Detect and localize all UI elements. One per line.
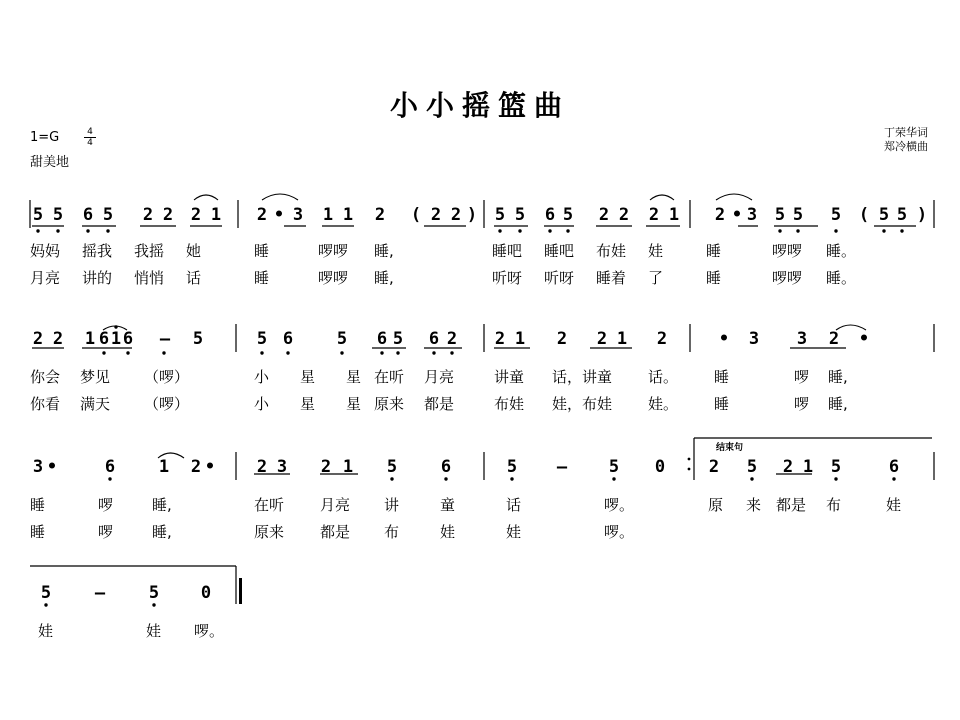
note: 1 — [802, 457, 814, 477]
note: 6 — [440, 457, 452, 477]
note: 2 — [256, 457, 268, 477]
lyricist-credit: 丁荣华词 — [884, 126, 928, 139]
note: 5 — [392, 329, 404, 349]
lyric-verse1: 睡 — [706, 242, 722, 260]
lyric-verse2: 啰 — [98, 523, 114, 541]
note: 6 — [428, 329, 440, 349]
lyric-verse2: 睡。 — [826, 269, 857, 287]
note: 5 — [746, 457, 758, 477]
note: 2 — [190, 205, 202, 225]
note: 0 — [200, 583, 212, 603]
note: 2 — [656, 329, 668, 349]
slur — [194, 195, 218, 200]
lyric-verse2: 讲的 — [82, 269, 113, 287]
composer-credit: 郑冷横曲 — [884, 140, 928, 153]
note: 5 — [102, 205, 114, 225]
note: 5 — [792, 205, 804, 225]
lyric-verse1: 布 — [826, 496, 842, 514]
lyric-verse1: 娃 — [38, 622, 54, 640]
note: 5 — [32, 205, 44, 225]
lyric-verse2: 娃，布娃 — [552, 395, 613, 413]
note: 5 — [256, 329, 268, 349]
dash-note: – — [159, 329, 171, 349]
note: 0 — [654, 457, 666, 477]
repeat-dot — [688, 468, 691, 471]
lyric-verse2: 都是 — [424, 395, 455, 413]
lyric-verse1: 娃 — [886, 496, 902, 514]
note: ) — [466, 205, 478, 225]
slur — [716, 194, 752, 200]
lyric-verse2: 啰啰 — [318, 269, 349, 287]
lyric-verse2: 月亮 — [30, 269, 61, 287]
note: 6 — [282, 329, 294, 349]
note: 1 — [342, 457, 354, 477]
lyric-verse2: 原来 — [254, 523, 285, 541]
lyric-verse2: 娃 — [506, 523, 522, 541]
lyric-verse2: 你看 — [30, 395, 61, 413]
note: ) — [916, 205, 928, 225]
tempo-marking: 甜美地 — [30, 155, 70, 170]
lyric-verse2: （啰） — [144, 395, 190, 413]
note: 3 — [748, 329, 760, 349]
note: 2 — [714, 205, 726, 225]
lyric-verse1: 都是 — [776, 496, 807, 514]
final-barline-thick — [239, 578, 242, 604]
repeat-dot — [688, 458, 691, 461]
note: 2 — [52, 329, 64, 349]
lyric-verse1: 睡, — [828, 368, 848, 386]
lyric-verse2: 了 — [648, 269, 664, 287]
note: 1 — [322, 205, 334, 225]
lyric-verse1: 在听 — [254, 496, 285, 514]
note: 1 — [84, 329, 96, 349]
note: 5 — [830, 205, 842, 225]
dot-note: • — [204, 457, 216, 477]
lyric-verse2: 听呀 — [492, 269, 523, 287]
lyric-verse2: 睡, — [828, 395, 848, 413]
lyric-verse2: 听呀 — [544, 269, 575, 287]
lyric-verse1: 布娃 — [596, 242, 627, 260]
lyric-verse1: 讲 — [384, 496, 400, 514]
lyric-verse1: 啰 — [794, 368, 810, 386]
note: 6 — [98, 329, 110, 349]
note: 3 — [292, 205, 304, 225]
lyric-verse2: 布娃 — [494, 395, 525, 413]
lyric-verse1: 娃 — [146, 622, 162, 640]
note: 3 — [276, 457, 288, 477]
lyric-verse2: 娃 — [440, 523, 456, 541]
note: 3 — [796, 329, 808, 349]
note: 5 — [148, 583, 160, 603]
lyric-verse1: 星 — [346, 368, 362, 386]
note: 2 — [32, 329, 44, 349]
note: 6 — [376, 329, 388, 349]
note: 2 — [190, 457, 202, 477]
lyric-verse1: 啰。 — [604, 496, 635, 514]
note: 1 — [514, 329, 526, 349]
lyric-verse1: 娃 — [648, 242, 664, 260]
note: 6 — [544, 205, 556, 225]
lyric-verse2: 悄悄 — [134, 269, 165, 287]
lyric-verse2: 睡, — [374, 269, 394, 287]
note: 5 — [878, 205, 890, 225]
note: ( — [858, 205, 870, 225]
lyric-verse1: 话。 — [648, 368, 679, 386]
note: ( — [410, 205, 422, 225]
note: 2 — [450, 205, 462, 225]
dot-note: • — [718, 329, 730, 349]
lyric-verse2: 睡着 — [596, 269, 627, 287]
note: 2 — [648, 205, 660, 225]
time-signature-bottom: 4 — [84, 137, 96, 148]
note: 2 — [446, 329, 458, 349]
lyric-verse2: 啰 — [794, 395, 810, 413]
lyric-verse1: 睡, — [152, 496, 172, 514]
time-signature-top: 4 — [87, 127, 93, 137]
note: 2 — [708, 457, 720, 477]
dash-note: – — [556, 457, 568, 477]
lyric-verse1: 睡吧 — [492, 242, 523, 260]
dot-note: • — [46, 457, 58, 477]
lyric-verse1: 睡 — [714, 368, 730, 386]
note: 6 — [888, 457, 900, 477]
note: 2 — [782, 457, 794, 477]
lyric-verse1: 月亮 — [424, 368, 455, 386]
lyric-verse1: 来 — [746, 496, 762, 514]
lyric-verse1: 睡, — [374, 242, 394, 260]
lyric-verse1: 在听 — [374, 368, 405, 386]
lyric-verse2: 睡 — [30, 523, 46, 541]
note: 3 — [746, 205, 758, 225]
lyric-verse2: 都是 — [320, 523, 351, 541]
lyric-verse1: 睡吧 — [544, 242, 575, 260]
lyric-verse1: 啰 — [98, 496, 114, 514]
note: 5 — [896, 205, 908, 225]
note: 5 — [506, 457, 518, 477]
lyric-verse2: 原来 — [374, 395, 405, 413]
note: 5 — [336, 329, 348, 349]
note: 2 — [556, 329, 568, 349]
lyric-verse1: 啰。 — [194, 622, 225, 640]
note: 2 — [618, 205, 630, 225]
dot-note: • — [731, 205, 743, 225]
lyric-verse1: 妈妈 — [30, 242, 61, 260]
lyric-verse2: 睡 — [706, 269, 722, 287]
lyric-verse2: 睡 — [254, 269, 270, 287]
note: 5 — [52, 205, 64, 225]
key-signature: 1=G — [30, 130, 60, 145]
lyric-verse1: 星 — [300, 368, 316, 386]
lyric-verse1: 讲童 — [494, 368, 525, 386]
note: 5 — [40, 583, 52, 603]
lyric-verse1: 睡。 — [826, 242, 857, 260]
lyric-verse2: 小 — [254, 395, 270, 413]
dot-note: • — [858, 329, 870, 349]
note: 1 — [210, 205, 222, 225]
lyric-verse1: 原 — [708, 496, 724, 514]
lyric-verse1: 睡 — [30, 496, 46, 514]
lyric-verse2: 话 — [186, 269, 202, 287]
lyric-verse1: 话 — [506, 496, 522, 514]
note: 3 — [32, 457, 44, 477]
lyric-verse2: 星 — [300, 395, 316, 413]
note: 1 — [158, 457, 170, 477]
note: 5 — [562, 205, 574, 225]
lyric-verse2: 啰啰 — [772, 269, 803, 287]
note: 5 — [192, 329, 204, 349]
note: 5 — [386, 457, 398, 477]
note: 1 — [342, 205, 354, 225]
note: 2 — [142, 205, 154, 225]
lyric-verse2: 睡 — [714, 395, 730, 413]
note: 2 — [162, 205, 174, 225]
lyric-verse1: （啰） — [144, 368, 190, 386]
note: 5 — [608, 457, 620, 477]
note: 5 — [494, 205, 506, 225]
note: 2 — [598, 205, 610, 225]
note: 2 — [494, 329, 506, 349]
lyric-verse1: 你会 — [30, 368, 61, 386]
slur — [262, 194, 298, 200]
lyric-verse2: 布 — [384, 523, 400, 541]
lyric-verse1: 睡 — [254, 242, 270, 260]
song-title: 小小摇篮曲 — [389, 89, 570, 122]
note: 6 — [104, 457, 116, 477]
note: 6 — [82, 205, 94, 225]
lyric-verse1: 啰啰 — [318, 242, 349, 260]
ending-label: 结束句 — [716, 443, 744, 453]
lyric-verse2: 娃。 — [648, 395, 679, 413]
lyric-verse2: 满天 — [80, 395, 111, 413]
slur — [650, 195, 674, 200]
lyric-verse1: 话，讲童 — [552, 368, 613, 386]
note: 2 — [828, 329, 840, 349]
note: 2 — [256, 205, 268, 225]
note: 5 — [830, 457, 842, 477]
lyric-verse1: 童 — [440, 496, 456, 514]
lyric-verse1: 啰啰 — [772, 242, 803, 260]
lyric-verse1: 她 — [186, 242, 202, 260]
note: 5 — [774, 205, 786, 225]
repeat-dots — [688, 458, 691, 471]
note: 1 — [110, 329, 122, 349]
lyric-verse1: 梦见 — [80, 368, 111, 386]
lyric-verse1: 我摇 — [134, 242, 165, 260]
lyric-verse1: 摇我 — [82, 242, 113, 260]
lyric-verse2: 星 — [346, 395, 362, 413]
lyric-verse2: 睡, — [152, 523, 172, 541]
dash-note: – — [94, 583, 106, 603]
dot-note: • — [273, 205, 285, 225]
lyric-verse1: 月亮 — [320, 496, 351, 514]
note: 1 — [668, 205, 680, 225]
note: 1 — [616, 329, 628, 349]
beams — [32, 226, 916, 474]
note: 2 — [320, 457, 332, 477]
note: 2 — [374, 205, 386, 225]
note: 5 — [514, 205, 526, 225]
note: 6 — [122, 329, 134, 349]
note: 2 — [596, 329, 608, 349]
note: 2 — [430, 205, 442, 225]
lyric-verse1: 小 — [254, 368, 270, 386]
lyric-verse2: 啰。 — [604, 523, 635, 541]
